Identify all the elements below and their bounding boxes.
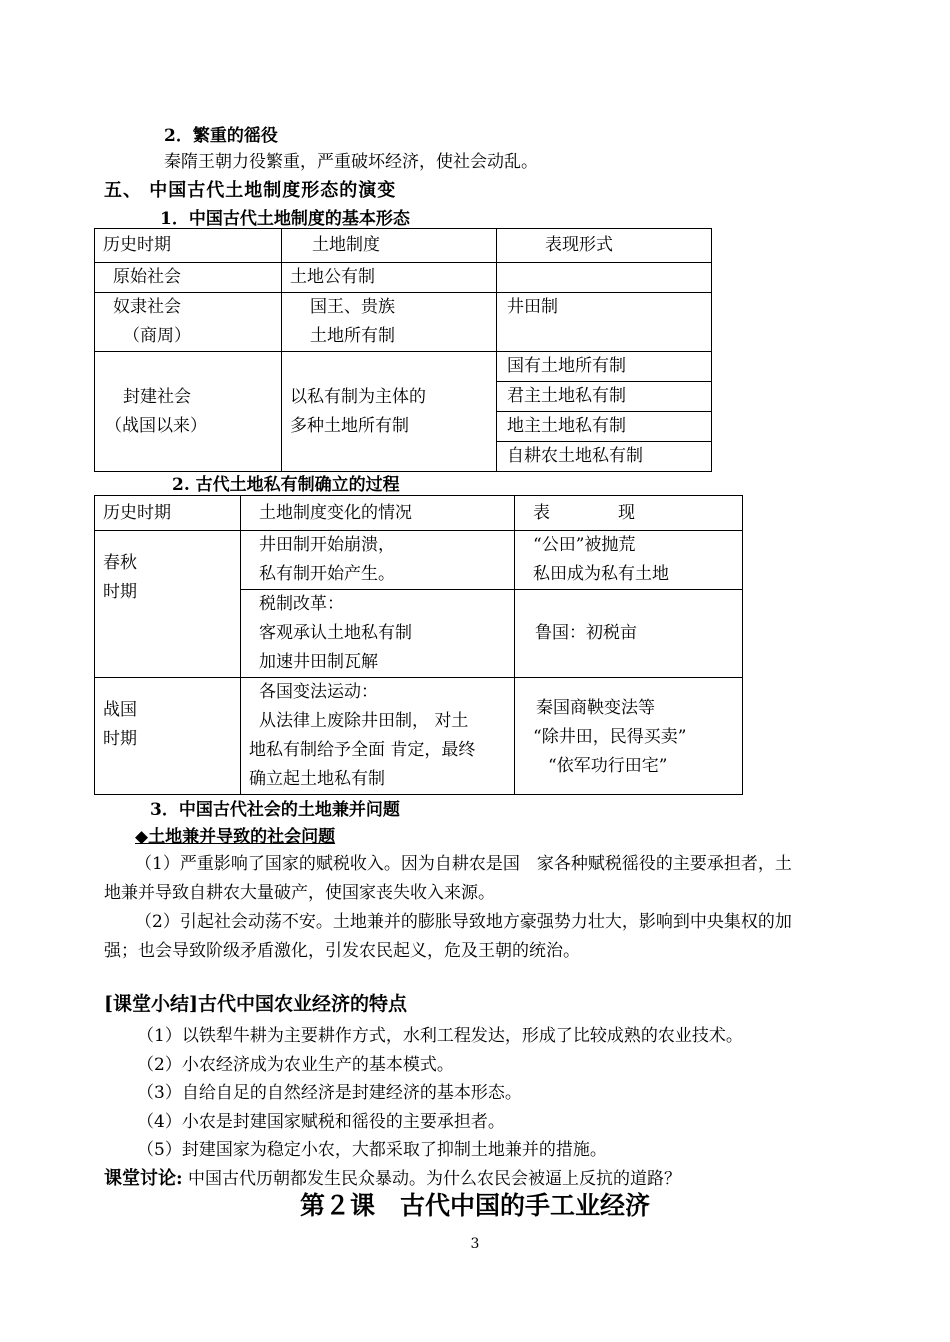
table-row bbox=[95, 263, 712, 293]
subheading-land-annexation: 3．中国古代社会的土地兼并问题 bbox=[150, 800, 400, 820]
table-row bbox=[95, 352, 712, 382]
change-line: 私有制开始产生。 bbox=[259, 564, 395, 584]
change-line: 地私有制给予全面 肯定，最终 bbox=[249, 740, 476, 760]
paragraph-line: （2）引起社会动荡不安。土地兼并的膨胀导致地方豪强势力壮大，影响到中央集权的加 bbox=[135, 912, 792, 932]
system-cell bbox=[282, 352, 497, 472]
period-cell bbox=[95, 293, 282, 352]
change-line: 确立起土地私有制 bbox=[249, 769, 385, 789]
page-number: 3 bbox=[470, 1236, 480, 1252]
period-cell bbox=[95, 352, 282, 472]
manifestation-line: “依军功行田宅” bbox=[548, 756, 668, 776]
period-line: （战国以来） bbox=[105, 415, 207, 436]
form-cell: 君主土地私有制 bbox=[497, 382, 712, 412]
summary-item: （2）小农经济成为农业生产的基本模式。 bbox=[137, 1055, 454, 1075]
manifestation-line: 秦国商鞅变法等 bbox=[536, 698, 655, 718]
period-line: 封建社会 bbox=[123, 386, 191, 407]
system-cell bbox=[282, 293, 497, 352]
system-cell: 土地公有制 bbox=[282, 263, 497, 293]
summary-item: （5）封建国家为稳定小农，大都采取了抑制土地兼并的措施。 bbox=[137, 1140, 607, 1160]
period-line: 战国 bbox=[103, 700, 137, 720]
change-cell bbox=[241, 531, 515, 590]
period-line: 时期 bbox=[103, 582, 137, 602]
subheading-basic-forms: 1．中国古代土地制度的基本形态 bbox=[160, 209, 410, 229]
private-ownership-table bbox=[94, 495, 743, 795]
lesson-title: 第２课 古代中国的手工业经济 bbox=[299, 1191, 650, 1220]
summary-item: （1）以铁犁牛耕为主要耕作方式，水利工程发达，形成了比较成熟的农业技术。 bbox=[137, 1026, 743, 1046]
subheading-private-ownership: 2. 古代土地私有制确立的过程 bbox=[172, 475, 400, 495]
system-line: 以私有制为主体的 bbox=[290, 386, 426, 407]
paragraph-corvee: 秦隋王朝力役繁重，严重破坏经济，使社会动乱。 bbox=[164, 152, 538, 172]
period-cell bbox=[95, 531, 241, 678]
header-period: 历史时期 bbox=[95, 229, 282, 263]
header-form: 表现形式 bbox=[497, 229, 712, 263]
manifestation-cell: 鲁国：初税亩 bbox=[515, 590, 743, 678]
period-line: 奴隶社会 bbox=[113, 297, 181, 317]
header-period: 历史时期 bbox=[95, 496, 241, 531]
header-manifestation: 表 现 bbox=[515, 496, 743, 531]
form-cell bbox=[497, 263, 712, 293]
form-cell: 地主土地私有制 bbox=[497, 412, 712, 442]
paragraph-line: （1）严重影响了国家的赋税收入。因为自耕农是国 家各种赋税徭役的主要承担者，土 bbox=[135, 854, 792, 874]
discussion-label: 课堂讨论: bbox=[104, 1168, 183, 1189]
header-change: 土地制度变化的情况 bbox=[241, 496, 515, 531]
period-line: 春秋 bbox=[103, 553, 137, 573]
change-cell bbox=[241, 678, 515, 795]
land-forms-table bbox=[94, 228, 712, 472]
change-cell bbox=[241, 590, 515, 678]
manifestation-cell bbox=[515, 531, 743, 590]
table-header-row bbox=[95, 496, 743, 531]
section-title-land-system: 五、 中国古代土地制度形态的演变 bbox=[104, 180, 397, 201]
system-line: 土地所有制 bbox=[310, 326, 395, 346]
manifestation-line: 私田成为私有土地 bbox=[533, 564, 669, 584]
table-row bbox=[95, 293, 712, 352]
change-line: 各国变法运动： bbox=[259, 682, 378, 702]
change-line: 客观承认土地私有制 bbox=[259, 623, 412, 643]
system-line: 国王、贵族 bbox=[310, 297, 395, 317]
summary-item: （3）自给自足的自然经济是封建经济的基本形态。 bbox=[137, 1083, 522, 1103]
form-cell: 自耕农土地私有制 bbox=[497, 442, 712, 472]
manifestation-line: “公田”被抛荒 bbox=[533, 535, 636, 555]
change-line: 税制改革： bbox=[259, 594, 344, 614]
paragraph-line: 强；也会导致阶级矛盾激化，引发农民起义，危及王朝的统治。 bbox=[104, 941, 580, 961]
summary-item: （4）小农是封建国家赋税和徭役的主要承担者。 bbox=[137, 1112, 505, 1132]
discussion-text: 中国古代历朝都发生民众暴动。为什么农民会被逼上反抗的道路？ bbox=[182, 1169, 682, 1189]
system-line: 多种土地所有制 bbox=[290, 415, 409, 436]
summary-title: [课堂小结]古代中国农业经济的特点 bbox=[104, 993, 407, 1015]
change-line: 井田制开始崩溃， bbox=[259, 535, 395, 555]
period-cell: 原始社会 bbox=[95, 263, 282, 293]
section-heading-corvee: 2．繁重的徭役 bbox=[164, 126, 278, 146]
form-cell: 井田制 bbox=[497, 293, 712, 352]
bullet-heading-social-problems: ◆土地兼并导致的社会问题 bbox=[135, 827, 336, 847]
manifestation-line: “除井田，民得买卖” bbox=[533, 727, 687, 747]
period-cell bbox=[95, 678, 241, 795]
period-line: （商周） bbox=[123, 326, 191, 346]
manifestation-cell bbox=[515, 678, 743, 795]
table-header-row bbox=[95, 229, 712, 263]
table-row bbox=[95, 531, 743, 590]
paragraph-line: 地兼并导致自耕农大量破产，使国家丧失收入来源。 bbox=[104, 883, 495, 903]
change-line: 加速井田制瓦解 bbox=[259, 652, 378, 672]
form-cell: 国有土地所有制 bbox=[497, 352, 712, 382]
change-line: 从法律上废除井田制， 对土 bbox=[259, 711, 469, 731]
table-row bbox=[95, 678, 743, 795]
header-system: 土地制度 bbox=[282, 229, 497, 263]
period-line: 时期 bbox=[103, 729, 137, 749]
